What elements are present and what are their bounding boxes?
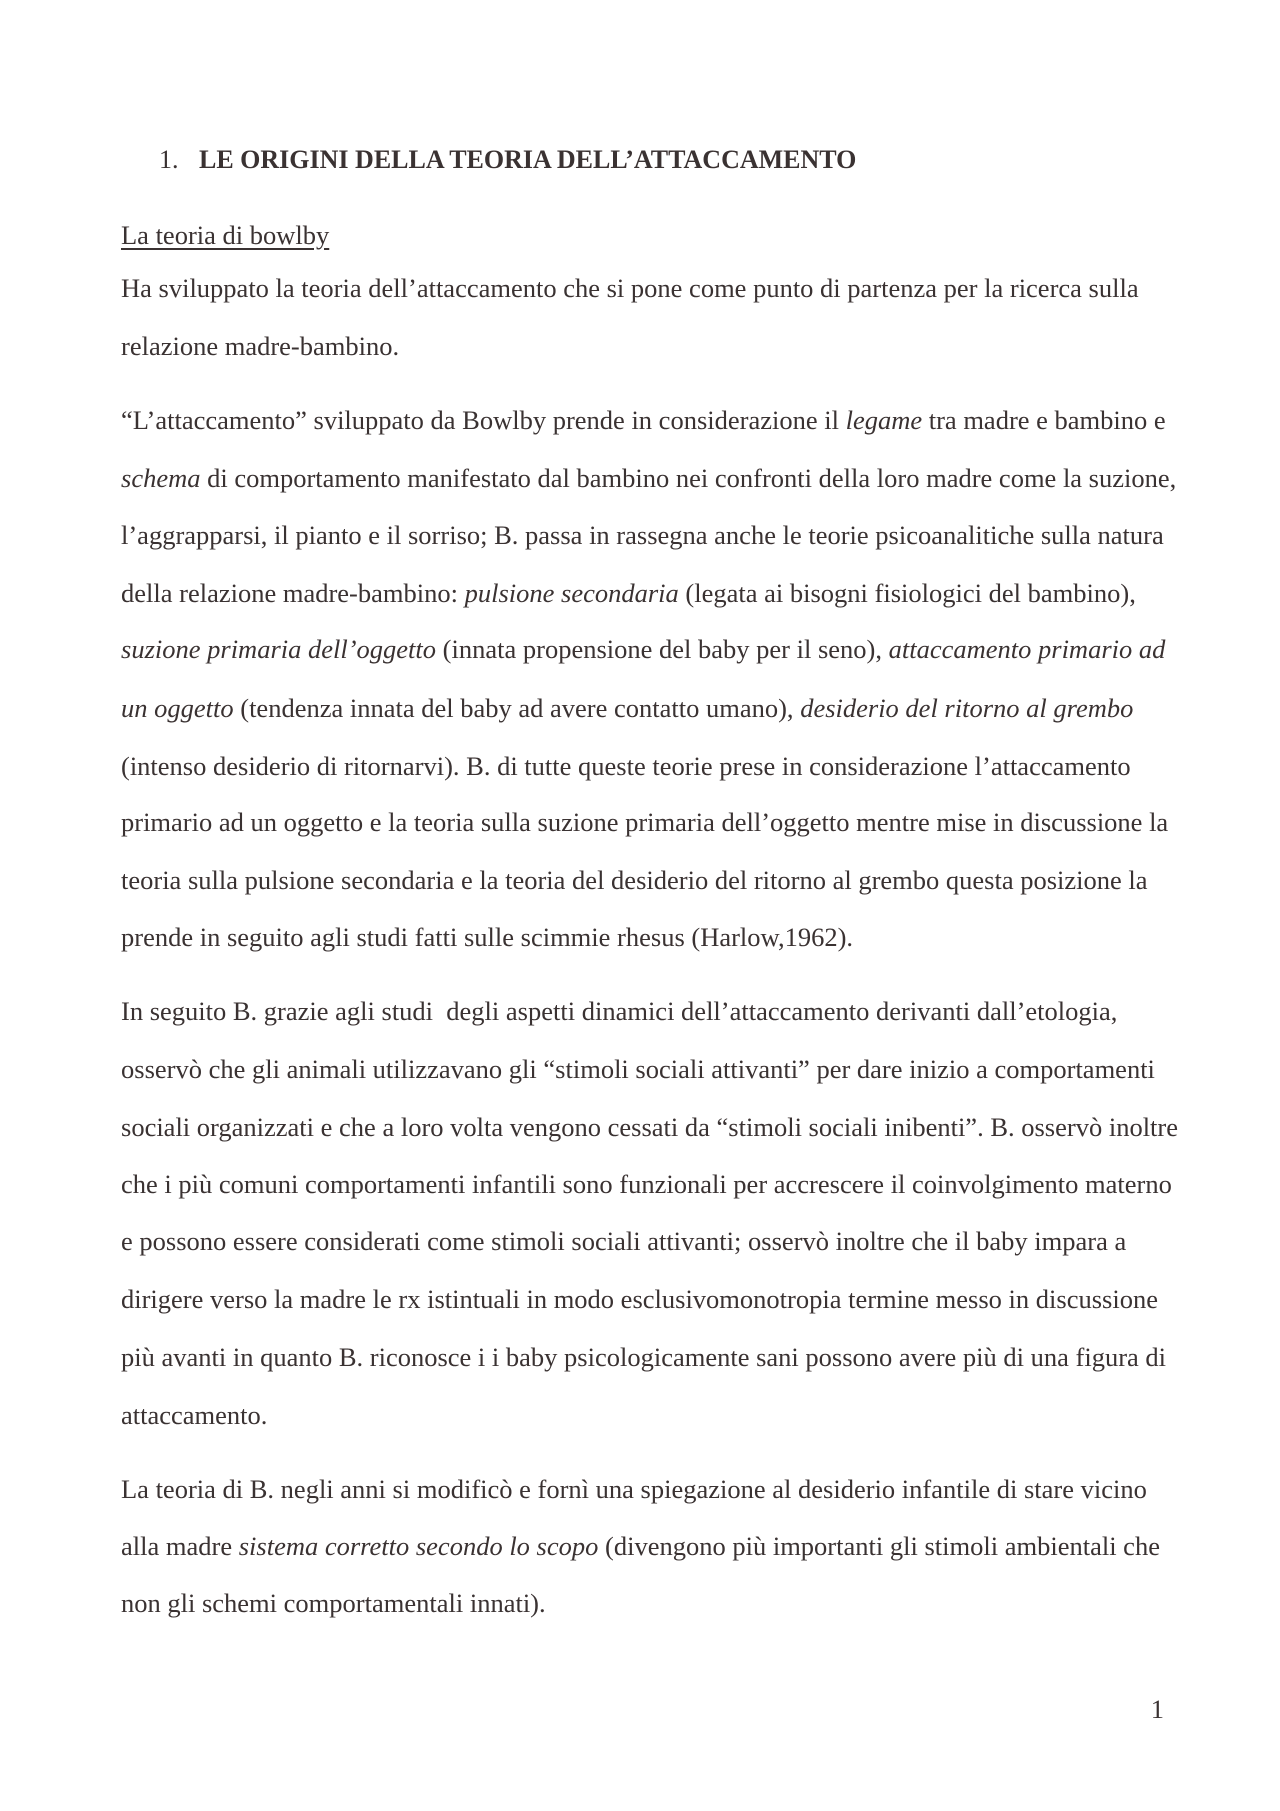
text-segment: In seguito B. grazie agli studi degli aspetti dinamici dell’attaccamento derivanti dall’etologia,: [121, 996, 1118, 1026]
heading-number: 1.: [159, 145, 179, 174]
paragraph-2-line: [121, 752, 1131, 780]
italic-text: attaccamento primario ad: [888, 634, 1166, 664]
text-segment: (legata ai bisogni fisiologici del bambino),: [678, 578, 1136, 608]
italic-text: desiderio del ritorno al grembo: [800, 693, 1134, 723]
text-segment: alla madre: [121, 1531, 239, 1561]
heading-title: LE ORIGINI DELLA TEORIA DELL’ATTACCAMENTO: [199, 145, 857, 174]
paragraph-2-line: [121, 406, 1166, 434]
paragraph-2-line: [121, 866, 1148, 894]
italic-text: schema: [121, 463, 201, 493]
text-segment: che i più comuni comportamenti infantili sono funzionali per accrescere il coinvolgimento materno: [121, 1169, 1172, 1199]
text-segment: teoria sulla pulsione secondaria e la teoria del desiderio del ritorno al grembo questa posizione la: [121, 865, 1148, 895]
italic-text: suzione primaria dell’oggetto: [121, 634, 437, 664]
paragraph-2-line: [121, 521, 1164, 549]
text-segment: relazione madre-bambino.: [121, 331, 400, 361]
text-segment: “L’attaccamento” sviluppato da Bowlby prende in considerazione il: [121, 405, 846, 435]
paragraph-3-line: [121, 1113, 1178, 1141]
text-segment: (divengono più importanti gli stimoli ambientali che: [598, 1531, 1160, 1561]
text-segment: Ha sviluppato la teoria dell’attaccamento che si pone come punto di partenza per la ricerca sulla: [121, 273, 1139, 303]
text-segment: più avanti in quanto B. riconosce i i baby psicologicamente sani possono avere più di una figura di: [121, 1342, 1167, 1372]
paragraph-3-line: [121, 1285, 1158, 1313]
page-number: 1: [1150, 1694, 1164, 1724]
paragraph-3-line: [121, 997, 1117, 1025]
text-segment: (intenso desiderio di ritornarvi). B. di tutte queste teorie prese in considerazione l’attaccamento: [121, 751, 1131, 781]
italic-text: legame: [845, 405, 923, 435]
text-segment: di comportamento manifestato dal bambino nei confronti della loro madre come la suzione,: [200, 463, 1177, 493]
paragraph-2-line: [121, 579, 1136, 607]
text-segment: attaccamento.: [121, 1400, 268, 1430]
paragraph-2-line: [121, 923, 853, 951]
paragraph-3-line: [121, 1343, 1166, 1371]
paragraph-2-line: [121, 635, 1165, 663]
text-segment: non gli schemi comportamentali innati).: [121, 1588, 546, 1618]
subheading: La teoria di bowlby: [121, 220, 330, 250]
paragraph-2-line: [121, 464, 1176, 492]
paragraph-3-line: [121, 1170, 1172, 1198]
text-segment: (innata propensione del baby per il seno),: [436, 634, 889, 664]
text-segment: dirigere verso la madre le rx istintuali in modo esclusivomonotropia termine messo in discussione: [121, 1284, 1158, 1314]
text-segment: della relazione madre-bambino:: [121, 578, 465, 608]
paragraph-3-line: [121, 1227, 1126, 1255]
paragraph-4-line: [121, 1589, 546, 1617]
text-segment: osservò che gli animali utilizzavano gli “stimoli sociali attivanti” per dare inizio a comportamenti: [121, 1054, 1155, 1084]
paragraph-4-line: [121, 1475, 1147, 1503]
text-segment: e possono essere considerati come stimoli sociali attivanti; osservò inoltre che il baby impara a: [121, 1226, 1127, 1256]
text-segment: La teoria di B. negli anni si modificò e fornì una spiegazione al desiderio infantile di stare vicino: [121, 1474, 1147, 1504]
italic-text: sistema corretto secondo lo scopo: [238, 1531, 599, 1561]
paragraph-2-line: [121, 808, 1168, 836]
section-heading: [159, 146, 856, 174]
paragraph-3-line: [121, 1401, 267, 1429]
paragraph-3-line: [121, 1055, 1155, 1083]
text-segment: sociali organizzati e che a loro volta vengono cessati da “stimoli sociali inibenti”. B. osservò inoltre: [121, 1112, 1179, 1142]
text-segment: prende in seguito agli studi fatti sulle scimmie rhesus (Harlow,1962).: [121, 922, 854, 952]
italic-text: pulsione secondaria: [464, 578, 679, 608]
text-segment: l’aggrapparsi, il pianto e il sorriso; B. passa in rassegna anche le teorie psicoanalitiche sulla natura: [121, 520, 1164, 550]
text-segment: tra madre e bambino e: [922, 405, 1166, 435]
paragraph-1-line: [121, 274, 1139, 302]
text-segment: primario ad un oggetto e la teoria sulla suzione primaria dell’oggetto mentre mise in discussione la: [121, 807, 1169, 837]
paragraph-2-line: [121, 694, 1133, 722]
italic-text: un oggetto: [121, 693, 234, 723]
text-segment: (tendenza innata del baby ad avere contatto umano),: [233, 693, 801, 723]
paragraph-4-line: [121, 1532, 1160, 1560]
paragraph-1-line: [121, 332, 399, 360]
